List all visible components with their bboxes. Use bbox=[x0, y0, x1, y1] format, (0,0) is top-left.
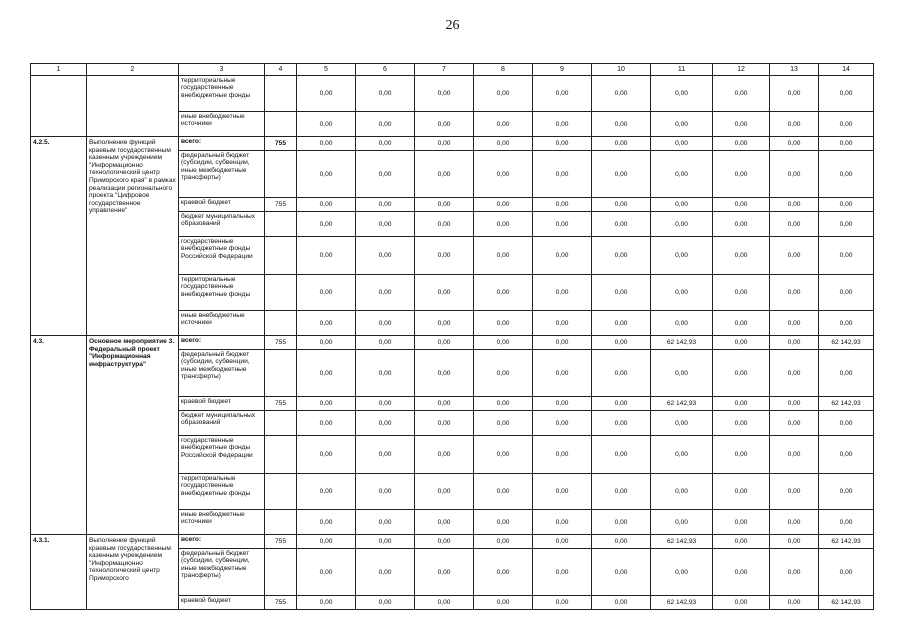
amount-col-6: 0,00 bbox=[356, 549, 415, 596]
amount-col-13: 0,00 bbox=[770, 137, 819, 151]
grbs-code: 755 bbox=[265, 137, 297, 151]
amount-col-7: 0,00 bbox=[415, 510, 474, 535]
amount-col-10: 0,00 bbox=[592, 411, 651, 436]
amount-col-9: 0,00 bbox=[533, 336, 592, 350]
amount-col-12: 0,00 bbox=[713, 510, 770, 535]
amount-col-6: 0,00 bbox=[356, 212, 415, 237]
amount-col-9: 0,00 bbox=[533, 151, 592, 198]
amount-col-14: 0,00 bbox=[819, 151, 874, 198]
amount-col-11: 0,00 bbox=[651, 510, 713, 535]
page-number: 26 bbox=[445, 18, 460, 33]
grbs-code bbox=[265, 311, 297, 336]
amount-col-6: 0,00 bbox=[356, 436, 415, 474]
amount-col-11: 62 142,93 bbox=[651, 397, 713, 411]
amount-col-14: 0,00 bbox=[819, 411, 874, 436]
amount-col-13: 0,00 bbox=[770, 275, 819, 311]
amount-col-12: 0,00 bbox=[713, 336, 770, 350]
amount-col-11: 0,00 bbox=[651, 76, 713, 112]
amount-col-7: 0,00 bbox=[415, 275, 474, 311]
item-number bbox=[31, 76, 87, 137]
amount-col-8: 0,00 bbox=[474, 237, 533, 275]
amount-col-9: 0,00 bbox=[533, 275, 592, 311]
amount-col-14: 0,00 bbox=[819, 275, 874, 311]
column-header-2: 2 bbox=[87, 64, 179, 76]
amount-col-13: 0,00 bbox=[770, 411, 819, 436]
grbs-code: 755 bbox=[265, 336, 297, 350]
amount-col-7: 0,00 bbox=[415, 549, 474, 596]
amount-col-12: 0,00 bbox=[713, 535, 770, 549]
funding-source: территориальные государственные внебюджетные фонды bbox=[179, 275, 265, 311]
amount-col-14: 0,00 bbox=[819, 474, 874, 510]
amount-col-7: 0,00 bbox=[415, 336, 474, 350]
amount-col-10: 0,00 bbox=[592, 397, 651, 411]
amount-col-13: 0,00 bbox=[770, 76, 819, 112]
funding-source: федеральный бюджет (субсидии, субвенции, иные межбюджетные трансферты) bbox=[179, 350, 265, 397]
amount-col-8: 0,00 bbox=[474, 151, 533, 198]
item-number: 4.3. bbox=[31, 336, 87, 535]
amount-col-6: 0,00 bbox=[356, 510, 415, 535]
amount-col-11: 62 142,93 bbox=[651, 535, 713, 549]
amount-col-10: 0,00 bbox=[592, 596, 651, 610]
amount-col-8: 0,00 bbox=[474, 112, 533, 137]
amount-col-5: 0,00 bbox=[297, 535, 356, 549]
table-row bbox=[31, 137, 874, 151]
amount-col-7: 0,00 bbox=[415, 151, 474, 198]
table-row bbox=[31, 76, 874, 112]
amount-col-12: 0,00 bbox=[713, 350, 770, 397]
amount-col-14: 62 142,93 bbox=[819, 535, 874, 549]
funding-source: федеральный бюджет (субсидии, субвенции, иные межбюджетные трансферты) bbox=[179, 549, 265, 596]
amount-col-12: 0,00 bbox=[713, 237, 770, 275]
amount-col-14: 0,00 bbox=[819, 436, 874, 474]
amount-col-5: 0,00 bbox=[297, 549, 356, 596]
column-header-9: 9 bbox=[533, 64, 592, 76]
amount-col-6: 0,00 bbox=[356, 275, 415, 311]
amount-col-8: 0,00 bbox=[474, 198, 533, 212]
amount-col-7: 0,00 bbox=[415, 397, 474, 411]
amount-col-13: 0,00 bbox=[770, 311, 819, 336]
amount-col-9: 0,00 bbox=[533, 596, 592, 610]
item-number: 4.3.1. bbox=[31, 535, 87, 610]
amount-col-5: 0,00 bbox=[297, 275, 356, 311]
amount-col-6: 0,00 bbox=[356, 311, 415, 336]
funding-source: иные внебюджетные источники bbox=[179, 112, 265, 137]
amount-col-13: 0,00 bbox=[770, 549, 819, 596]
grbs-code bbox=[265, 474, 297, 510]
grbs-code: 755 bbox=[265, 198, 297, 212]
amount-col-9: 0,00 bbox=[533, 436, 592, 474]
amount-col-12: 0,00 bbox=[713, 411, 770, 436]
amount-col-11: 0,00 bbox=[651, 350, 713, 397]
amount-col-13: 0,00 bbox=[770, 212, 819, 237]
funding-source: федеральный бюджет (субсидии, субвенции, иные межбюджетные трансферты) bbox=[179, 151, 265, 198]
amount-col-8: 0,00 bbox=[474, 535, 533, 549]
funding-source: всего: bbox=[179, 137, 265, 151]
amount-col-9: 0,00 bbox=[533, 397, 592, 411]
amount-col-9: 0,00 bbox=[533, 549, 592, 596]
amount-col-13: 0,00 bbox=[770, 397, 819, 411]
amount-col-10: 0,00 bbox=[592, 237, 651, 275]
amount-col-12: 0,00 bbox=[713, 596, 770, 610]
column-header-11: 11 bbox=[651, 64, 713, 76]
table-row bbox=[31, 535, 874, 549]
amount-col-5: 0,00 bbox=[297, 397, 356, 411]
amount-col-14: 0,00 bbox=[819, 198, 874, 212]
amount-col-12: 0,00 bbox=[713, 549, 770, 596]
amount-col-12: 0,00 bbox=[713, 151, 770, 198]
amount-col-13: 0,00 bbox=[770, 596, 819, 610]
funding-source: иные внебюджетные источники bbox=[179, 311, 265, 336]
amount-col-7: 0,00 bbox=[415, 137, 474, 151]
amount-col-5: 0,00 bbox=[297, 436, 356, 474]
amount-col-10: 0,00 bbox=[592, 198, 651, 212]
amount-col-6: 0,00 bbox=[356, 596, 415, 610]
amount-col-8: 0,00 bbox=[474, 436, 533, 474]
amount-col-14: 0,00 bbox=[819, 237, 874, 275]
grbs-code bbox=[265, 237, 297, 275]
amount-col-14: 0,00 bbox=[819, 549, 874, 596]
amount-col-5: 0,00 bbox=[297, 336, 356, 350]
funding-source: бюджет муниципальных образований bbox=[179, 411, 265, 436]
grbs-code bbox=[265, 436, 297, 474]
amount-col-5: 0,00 bbox=[297, 112, 356, 137]
amount-col-10: 0,00 bbox=[592, 535, 651, 549]
funding-source: всего: bbox=[179, 535, 265, 549]
amount-col-5: 0,00 bbox=[297, 137, 356, 151]
grbs-code bbox=[265, 411, 297, 436]
amount-col-7: 0,00 bbox=[415, 198, 474, 212]
amount-col-8: 0,00 bbox=[474, 596, 533, 610]
amount-col-12: 0,00 bbox=[713, 397, 770, 411]
amount-col-14: 62 142,93 bbox=[819, 397, 874, 411]
amount-col-5: 0,00 bbox=[297, 151, 356, 198]
amount-col-5: 0,00 bbox=[297, 198, 356, 212]
column-header-6: 6 bbox=[356, 64, 415, 76]
amount-col-5: 0,00 bbox=[297, 596, 356, 610]
amount-col-11: 0,00 bbox=[651, 275, 713, 311]
amount-col-7: 0,00 bbox=[415, 76, 474, 112]
amount-col-12: 0,00 bbox=[713, 76, 770, 112]
grbs-code bbox=[265, 76, 297, 112]
amount-col-9: 0,00 bbox=[533, 112, 592, 137]
amount-col-13: 0,00 bbox=[770, 112, 819, 137]
amount-col-5: 0,00 bbox=[297, 212, 356, 237]
amount-col-12: 0,00 bbox=[713, 474, 770, 510]
amount-col-10: 0,00 bbox=[592, 311, 651, 336]
amount-col-5: 0,00 bbox=[297, 311, 356, 336]
amount-col-9: 0,00 bbox=[533, 535, 592, 549]
amount-col-11: 0,00 bbox=[651, 198, 713, 212]
column-header-12: 12 bbox=[713, 64, 770, 76]
amount-col-10: 0,00 bbox=[592, 510, 651, 535]
amount-col-11: 0,00 bbox=[651, 311, 713, 336]
amount-col-6: 0,00 bbox=[356, 350, 415, 397]
item-name: Выполнение функций краевым государственным казенным учреждением "Информационно технологический центр Приморского bbox=[87, 535, 179, 610]
amount-col-8: 0,00 bbox=[474, 397, 533, 411]
funding-source: иные внебюджетные источники bbox=[179, 510, 265, 535]
amount-col-12: 0,00 bbox=[713, 436, 770, 474]
amount-col-13: 0,00 bbox=[770, 474, 819, 510]
amount-col-8: 0,00 bbox=[474, 76, 533, 112]
amount-col-11: 0,00 bbox=[651, 549, 713, 596]
amount-col-8: 0,00 bbox=[474, 350, 533, 397]
amount-col-11: 0,00 bbox=[651, 237, 713, 275]
amount-col-12: 0,00 bbox=[713, 137, 770, 151]
amount-col-13: 0,00 bbox=[770, 237, 819, 275]
amount-col-10: 0,00 bbox=[592, 76, 651, 112]
grbs-code bbox=[265, 350, 297, 397]
amount-col-10: 0,00 bbox=[592, 549, 651, 596]
table-body bbox=[31, 76, 874, 610]
amount-col-13: 0,00 bbox=[770, 350, 819, 397]
amount-col-5: 0,00 bbox=[297, 474, 356, 510]
grbs-code bbox=[265, 112, 297, 137]
amount-col-6: 0,00 bbox=[356, 137, 415, 151]
amount-col-14: 62 142,93 bbox=[819, 596, 874, 610]
amount-col-10: 0,00 bbox=[592, 112, 651, 137]
item-name: Основное мероприятие 3. Федеральный проект "Информационная инфраструктура" bbox=[87, 336, 179, 535]
amount-col-5: 0,00 bbox=[297, 76, 356, 112]
amount-col-6: 0,00 bbox=[356, 237, 415, 275]
amount-col-8: 0,00 bbox=[474, 275, 533, 311]
funding-source: краевой бюджет bbox=[179, 397, 265, 411]
amount-col-6: 0,00 bbox=[356, 397, 415, 411]
amount-col-6: 0,00 bbox=[356, 535, 415, 549]
amount-col-5: 0,00 bbox=[297, 510, 356, 535]
amount-col-9: 0,00 bbox=[533, 212, 592, 237]
amount-col-10: 0,00 bbox=[592, 151, 651, 198]
column-header-13: 13 bbox=[770, 64, 819, 76]
amount-col-10: 0,00 bbox=[592, 137, 651, 151]
amount-col-7: 0,00 bbox=[415, 474, 474, 510]
column-header-1: 1 bbox=[31, 64, 87, 76]
amount-col-13: 0,00 bbox=[770, 535, 819, 549]
amount-col-9: 0,00 bbox=[533, 311, 592, 336]
amount-col-12: 0,00 bbox=[713, 112, 770, 137]
grbs-code: 755 bbox=[265, 397, 297, 411]
column-header-5: 5 bbox=[297, 64, 356, 76]
amount-col-12: 0,00 bbox=[713, 198, 770, 212]
item-name: Выполнение функций краевым государственным казенным учреждением "Информационно технологический центр Приморского края" в рамках реализации регионального проекта "Цифровое государственное управление" bbox=[87, 137, 179, 336]
amount-col-9: 0,00 bbox=[533, 237, 592, 275]
amount-col-7: 0,00 bbox=[415, 112, 474, 137]
amount-col-5: 0,00 bbox=[297, 350, 356, 397]
grbs-code bbox=[265, 549, 297, 596]
amount-col-7: 0,00 bbox=[415, 237, 474, 275]
amount-col-7: 0,00 bbox=[415, 350, 474, 397]
amount-col-7: 0,00 bbox=[415, 411, 474, 436]
amount-col-7: 0,00 bbox=[415, 535, 474, 549]
column-header-4: 4 bbox=[265, 64, 297, 76]
amount-col-13: 0,00 bbox=[770, 336, 819, 350]
column-header-8: 8 bbox=[474, 64, 533, 76]
table-row bbox=[31, 336, 874, 350]
amount-col-7: 0,00 bbox=[415, 212, 474, 237]
amount-col-13: 0,00 bbox=[770, 436, 819, 474]
amount-col-14: 0,00 bbox=[819, 76, 874, 112]
funding-source: территориальные государственные внебюджетные фонды bbox=[179, 76, 265, 112]
amount-col-10: 0,00 bbox=[592, 336, 651, 350]
funding-source: краевой бюджет bbox=[179, 198, 265, 212]
amount-col-8: 0,00 bbox=[474, 474, 533, 510]
grbs-code: 755 bbox=[265, 596, 297, 610]
amount-col-12: 0,00 bbox=[713, 212, 770, 237]
amount-col-8: 0,00 bbox=[474, 212, 533, 237]
header-row bbox=[31, 64, 874, 76]
amount-col-8: 0,00 bbox=[474, 510, 533, 535]
amount-col-6: 0,00 bbox=[356, 76, 415, 112]
amount-col-6: 0,00 bbox=[356, 112, 415, 137]
column-header-3: 3 bbox=[179, 64, 265, 76]
funding-source: краевой бюджет bbox=[179, 596, 265, 610]
amount-col-12: 0,00 bbox=[713, 311, 770, 336]
amount-col-10: 0,00 bbox=[592, 474, 651, 510]
amount-col-14: 0,00 bbox=[819, 112, 874, 137]
grbs-code bbox=[265, 212, 297, 237]
amount-col-9: 0,00 bbox=[533, 76, 592, 112]
amount-col-9: 0,00 bbox=[533, 411, 592, 436]
amount-col-14: 0,00 bbox=[819, 350, 874, 397]
amount-col-5: 0,00 bbox=[297, 411, 356, 436]
grbs-code: 755 bbox=[265, 535, 297, 549]
amount-col-11: 0,00 bbox=[651, 436, 713, 474]
amount-col-7: 0,00 bbox=[415, 436, 474, 474]
amount-col-13: 0,00 bbox=[770, 151, 819, 198]
funding-source: территориальные государственные внебюджетные фонды bbox=[179, 474, 265, 510]
amount-col-8: 0,00 bbox=[474, 549, 533, 596]
amount-col-11: 62 142,93 bbox=[651, 336, 713, 350]
amount-col-11: 0,00 bbox=[651, 474, 713, 510]
amount-col-13: 0,00 bbox=[770, 510, 819, 535]
amount-col-8: 0,00 bbox=[474, 336, 533, 350]
amount-col-10: 0,00 bbox=[592, 275, 651, 311]
funding-source: бюджет муниципальных образований bbox=[179, 212, 265, 237]
amount-col-11: 0,00 bbox=[651, 212, 713, 237]
amount-col-14: 0,00 bbox=[819, 510, 874, 535]
amount-col-7: 0,00 bbox=[415, 311, 474, 336]
amount-col-6: 0,00 bbox=[356, 151, 415, 198]
amount-col-6: 0,00 bbox=[356, 474, 415, 510]
amount-col-14: 0,00 bbox=[819, 311, 874, 336]
amount-col-7: 0,00 bbox=[415, 596, 474, 610]
column-header-7: 7 bbox=[415, 64, 474, 76]
amount-col-9: 0,00 bbox=[533, 474, 592, 510]
amount-col-14: 62 142,93 bbox=[819, 336, 874, 350]
amount-col-9: 0,00 bbox=[533, 350, 592, 397]
item-name bbox=[87, 76, 179, 137]
amount-col-11: 0,00 bbox=[651, 411, 713, 436]
amount-col-9: 0,00 bbox=[533, 198, 592, 212]
funding-source: государственные внебюджетные фонды Российской Федерации bbox=[179, 237, 265, 275]
amount-col-9: 0,00 bbox=[533, 137, 592, 151]
amount-col-14: 0,00 bbox=[819, 137, 874, 151]
amount-col-8: 0,00 bbox=[474, 137, 533, 151]
item-number: 4.2.5. bbox=[31, 137, 87, 336]
amount-col-11: 62 142,93 bbox=[651, 596, 713, 610]
amount-col-12: 0,00 bbox=[713, 275, 770, 311]
amount-col-10: 0,00 bbox=[592, 212, 651, 237]
amount-col-10: 0,00 bbox=[592, 350, 651, 397]
grbs-code bbox=[265, 275, 297, 311]
amount-col-14: 0,00 bbox=[819, 212, 874, 237]
budget-table bbox=[30, 63, 874, 610]
amount-col-9: 0,00 bbox=[533, 510, 592, 535]
grbs-code bbox=[265, 510, 297, 535]
funding-source: государственные внебюджетные фонды Российской Федерации bbox=[179, 436, 265, 474]
amount-col-8: 0,00 bbox=[474, 311, 533, 336]
amount-col-10: 0,00 bbox=[592, 436, 651, 474]
amount-col-5: 0,00 bbox=[297, 237, 356, 275]
amount-col-11: 0,00 bbox=[651, 137, 713, 151]
column-header-10: 10 bbox=[592, 64, 651, 76]
amount-col-6: 0,00 bbox=[356, 336, 415, 350]
column-header-14: 14 bbox=[819, 64, 874, 76]
amount-col-11: 0,00 bbox=[651, 112, 713, 137]
amount-col-6: 0,00 bbox=[356, 198, 415, 212]
amount-col-6: 0,00 bbox=[356, 411, 415, 436]
amount-col-13: 0,00 bbox=[770, 198, 819, 212]
amount-col-11: 0,00 bbox=[651, 151, 713, 198]
amount-col-8: 0,00 bbox=[474, 411, 533, 436]
grbs-code bbox=[265, 151, 297, 198]
funding-source: всего: bbox=[179, 336, 265, 350]
